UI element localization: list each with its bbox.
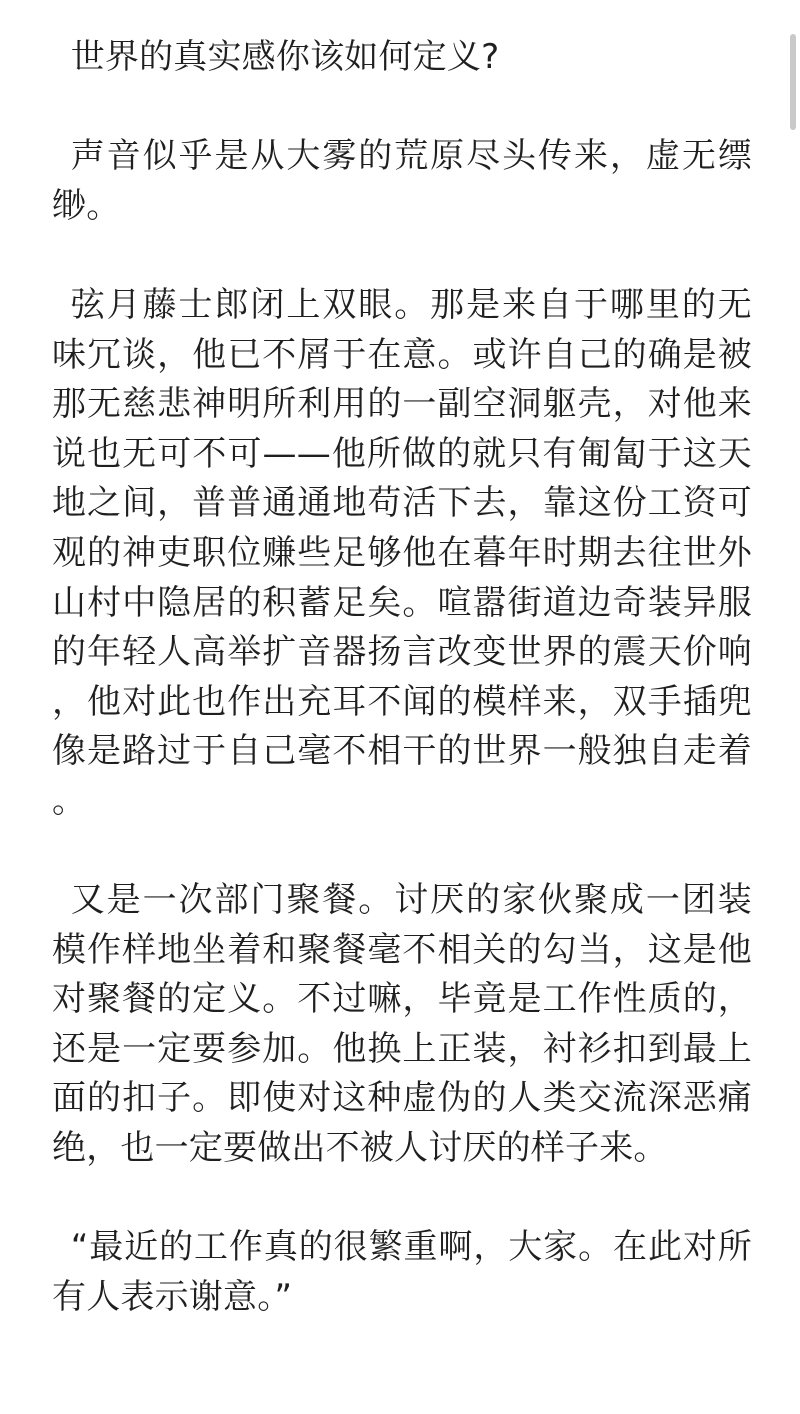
paragraph-2: 声音似乎是从大雾的荒原尽头传来，虚无缥缈。 [52,136,752,226]
paragraph-3: 弦月藤士郎闭上双眼。那是来自于哪里的无味冗谈，他已不屑于在意。或许自己的确是被那无慈悲神明所利用的一副空洞躯壳，对他来说也无可不可——他所做的就只有匍匐于这天地之间，普普通通地苟活下去，靠这份工资可观的神吏职位赚些足够他在暮年时期去往世外山村中隐居的积蓄足矣。喧嚣街道边奇装异服的年轻人高举扩音器扬言改变世界的震天价响，他对此也作出充耳不闻的模样来，双手插兜像是路过于自己毫不相干的世界一般独自走着。 [52,284,752,821]
paragraph-gap [52,827,752,877]
vertical-scrollbar[interactable] [790,34,796,130]
paragraph-gap [52,231,752,281]
article-body [52,33,752,1322]
paragraph-5: “最近的工作真的很繁重啊，大家。在此对所有人表示谢意。” [52,1227,752,1317]
paragraph-4: 又是一次部门聚餐。讨厌的家伙聚成一团装模作样地坐着和聚餐毫不相关的勾当，这是他对聚餐的定义。不过嘛，毕竟是工作性质的，还是一定要参加。他换上正装，衬衫扣到最上面的扣子。即使对这种虚伪的人类交流深恶痛绝，也一定要做出不被人讨厌的样子来。 [52,880,752,1169]
paragraph-gap [52,83,752,133]
paragraph-gap [52,1174,752,1224]
paragraph-1: 世界的真实感你该如何定义? [70,37,500,77]
